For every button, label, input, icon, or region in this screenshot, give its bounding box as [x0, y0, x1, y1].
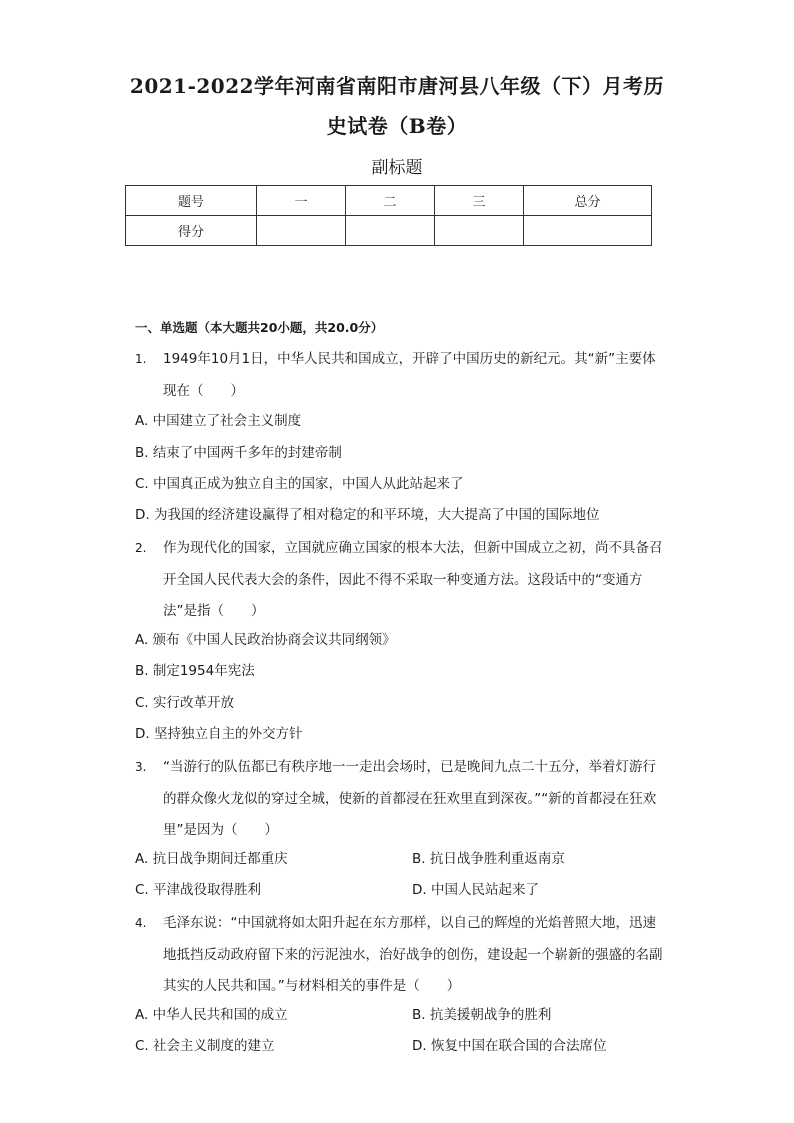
option-a[interactable]: A. 中国建立了社会主义制度 [135, 413, 302, 429]
option-a[interactable]: A. 颁布《中国人民政治协商会议共同纲领》 [135, 632, 396, 648]
score-input-cell[interactable] [435, 216, 524, 246]
option-b[interactable]: B. 制定1954年宪法 [135, 663, 255, 679]
option-d[interactable]: D. 恢复中国在联合国的合法席位 [412, 1038, 607, 1054]
section-heading: 一、单选题（本大题共20小题，共20.0分） [135, 320, 384, 335]
score-table-cell: 总分 [524, 186, 652, 216]
score-input-cell[interactable] [524, 216, 652, 246]
question-stem: 毛泽东说：“中国就将如太阳升起在东方那样，以自己的辉煌的光焰普照大地，迅速地抵挡反动政府留下来的污泥浊水，治好战争的创伤，建设起一个崭新的强盛的名副其实的人民共和国。”与材料相关的事件是（ ） [163, 915, 663, 994]
option-a[interactable]: A. 中华人民共和国的成立 [135, 1007, 288, 1023]
option-d[interactable]: D. 中国人民站起来了 [412, 882, 539, 898]
question-2 [135, 533, 665, 628]
option-c[interactable]: C. 平津战役取得胜利 [135, 882, 262, 898]
question-number: 2. [135, 541, 147, 555]
question-stem: 1949年10月1日，中华人民共和国成立，开辟了中国历史的新纪元。其“新”主要体现在（ ） [163, 351, 656, 399]
score-table-cell: 三 [435, 186, 524, 216]
question-number: 3. [135, 760, 147, 774]
score-table-cell: 一 [257, 186, 346, 216]
question-number: 4. [135, 916, 147, 930]
exam-title-line-1: 2021-2022学年河南省南阳市唐河县八年级（下）月考历 [129, 74, 665, 98]
option-c[interactable]: C. 社会主义制度的建立 [135, 1038, 275, 1054]
question-stem: “当游行的队伍都已有秩序地一一走出会场时，已是晚间九点二十五分，举着灯游行的群众像火龙似的穿过全城，使新的首都浸在狂欢里直到深夜。”“新的首都浸在狂欢里”是因为（ ） [163, 759, 657, 838]
score-input-cell[interactable] [257, 216, 346, 246]
question-1 [135, 344, 665, 407]
score-table-cell: 二 [346, 186, 435, 216]
option-d[interactable]: D. 为我国的经济建设赢得了相对稳定的和平环境，大大提高了中国的国际地位 [135, 507, 600, 523]
question-4 [135, 908, 665, 1003]
score-table-header-row [126, 186, 652, 216]
option-b[interactable]: B. 抗美援朝战争的胜利 [412, 1007, 552, 1023]
subtitle: 副标题 [371, 158, 423, 178]
exam-title-line-2: 史试卷（B卷） [326, 114, 468, 138]
score-table-score-row [126, 216, 652, 246]
question-3 [135, 752, 665, 847]
score-table-cell: 得分 [126, 216, 257, 246]
option-c[interactable]: C. 实行改革开放 [135, 695, 235, 711]
score-table-cell: 题号 [126, 186, 257, 216]
score-table [125, 185, 652, 246]
option-a[interactable]: A. 抗日战争期间迁都重庆 [135, 851, 288, 867]
option-b[interactable]: B. 抗日战争胜利重返南京 [412, 851, 565, 867]
question-number: 1. [135, 352, 147, 366]
option-d[interactable]: D. 坚持独立自主的外交方针 [135, 726, 303, 742]
option-c[interactable]: C. 中国真正成为独立自主的国家，中国人从此站起来了 [135, 476, 464, 492]
question-stem: 作为现代化的国家，立国就应确立国家的根本大法，但新中国成立之初，尚不具备召开全国人民代表大会的条件，因此不得不采取一种变通方法。这段话中的“变通方法”是指（ ） [163, 540, 663, 619]
option-b[interactable]: B. 结束了中国两千多年的封建帝制 [135, 445, 342, 461]
score-input-cell[interactable] [346, 216, 435, 246]
